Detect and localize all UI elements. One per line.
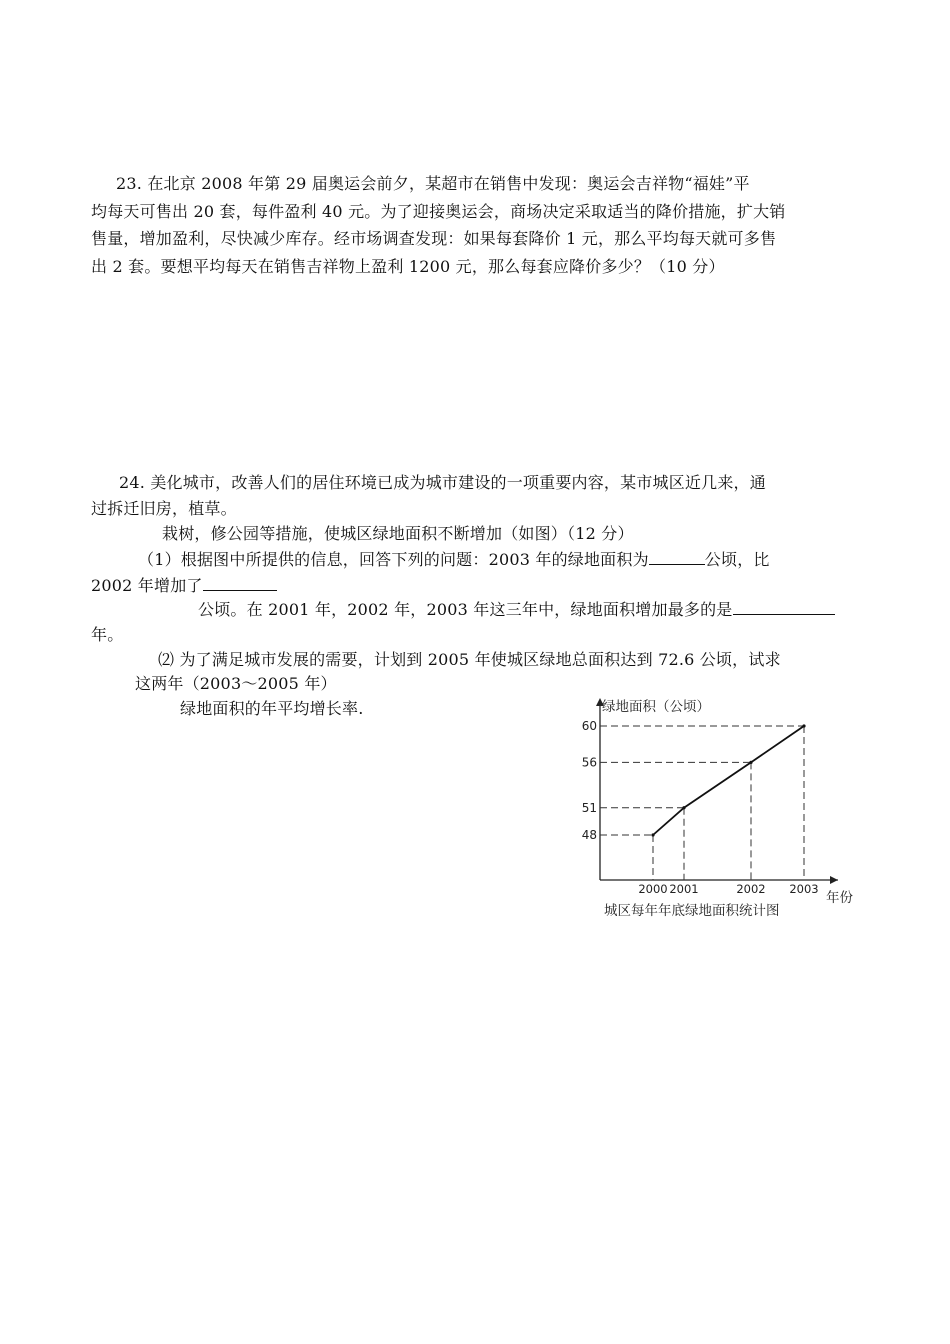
q24-line-2: 过拆迁旧房，植草。	[91, 499, 237, 518]
series-line	[653, 726, 804, 835]
x-tick-label-2001: 2001	[669, 882, 699, 896]
q24-part2-line-2: 这两年（2003～2005 年）	[135, 674, 337, 693]
q24-part1-line-2	[91, 573, 277, 599]
q24-part1-line-4: 年。	[91, 625, 124, 644]
q24-part1-text-b: 公顷，比	[704, 550, 770, 569]
data-point-2000	[651, 833, 654, 836]
answer-blank-increase[interactable]	[203, 574, 277, 591]
y-tick-label-51: 51	[581, 800, 597, 815]
q23-line-2: 均每天可售出 20 套，每件盈利 40 元。为了迎接奥运会，商场决定采取适当的降价措施，扩大销	[91, 202, 786, 221]
y-axis-label: 绿地面积（公顷）	[602, 699, 710, 715]
data-point-2002	[749, 761, 752, 764]
q24-part2-line-3: 绿地面积的年平均增长率.	[180, 699, 364, 718]
chart-title: 城区每年年底绿地面积统计图	[604, 903, 780, 919]
q23-line-1: 23. 在北京 2008 年第 29 届奥运会前夕，某超市在销售中发现：奥运会吉祥物“福娃”平	[116, 174, 750, 193]
q24-part1-text-a: （1）根据图中所提供的信息，回答下列的问题：2003 年的绿地面积为	[138, 550, 649, 569]
x-axis-arrow	[830, 876, 838, 884]
y-tick-label-60: 60	[581, 719, 597, 733]
q23-line-3: 售量，增加盈利，尽快减少库存。经市场调查发现：如果每套降价 1 元，那么平均每天就可多售	[91, 229, 777, 248]
data-point-2003	[802, 724, 805, 727]
x-tick-label-2003: 2003	[789, 882, 819, 896]
data-point-2001	[682, 806, 685, 809]
green-area-line-chart	[576, 690, 862, 922]
q24-part1-text-d: 公顷。在 2001 年，2002 年，2003 年这三年中，绿地面积增加最多的是	[198, 600, 733, 619]
q24-part1-text-c: 2002 年增加了	[91, 576, 203, 595]
chart-layer	[582, 698, 854, 919]
q24-part2-line-1: ⑵ 为了满足城市发展的需要，计划到 2005 年使城区绿地总面积达到 72.6 公顷，试求	[158, 650, 781, 669]
x-axis-label: 年份	[826, 890, 853, 906]
y-tick-label-56: 56	[581, 755, 597, 770]
answer-blank-year[interactable]	[733, 598, 835, 615]
q23-line-4: 出 2 套。要想平均每天在销售吉祥物上盈利 1200 元，那么每套应降价多少？（10 分）	[91, 257, 725, 276]
q24-line-3: 栽树，修公园等措施，使城区绿地面积不断增加（如图）（12 分）	[162, 524, 634, 543]
q24-part1-line-3	[198, 597, 835, 623]
y-tick-label-48: 48	[581, 828, 597, 842]
q24-part1-line-1	[138, 547, 770, 573]
answer-blank-area-2003[interactable]	[649, 548, 705, 565]
x-tick-label-2000: 2000	[638, 882, 668, 896]
q24-line-1: 24. 美化城市，改善人们的居住环境已成为城市建设的一项重要内容，某市城区近几来，通	[119, 473, 766, 492]
x-tick-label-2002: 2002	[736, 882, 766, 896]
